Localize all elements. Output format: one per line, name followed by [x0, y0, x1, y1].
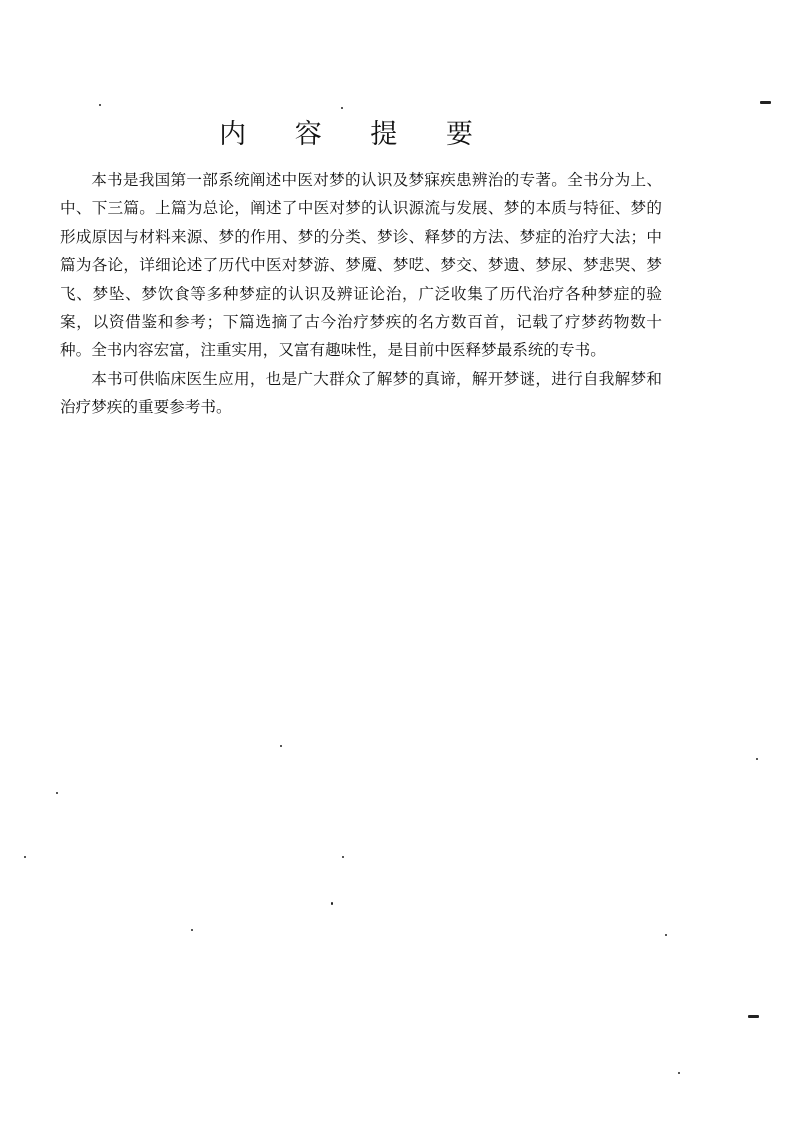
scan-speck: [342, 856, 344, 858]
page-title: 内 容 提 要: [219, 119, 493, 150]
summary-paragraph-1: 本书是我国第一部系统阐述中医对梦的认识及梦寐疾患辨治的专著。全书分为上、中、下三篇。上篇为总论，阐述了中医对梦的认识源流与发展、梦的本质与特征、梦的形成原因与材料来源、梦的作用、梦的分类、梦诊、释梦的方法、梦症的治疗大法；中篇为各论，详细论述了历代中医对梦游、梦魇、梦呓、梦交、梦遗、梦尿、梦悲哭、梦飞、梦坠、梦饮食等多种梦症的认识及辨证论治，广泛收集了历代治疗各种梦症的验案，以资借鉴和参考；下篇选摘了古今治疗梦疾的名方数百首，记载了疗梦药物数十种。全书内容宏富，注重实用，又富有趣味性，是目前中医释梦最系统的专书。: [60, 171, 662, 360]
summary-paragraph-2: 本书可供临床医生应用，也是广大群众了解梦的真谛，解开梦谜，进行自我解梦和治疗梦疾的重要参考书。: [60, 369, 662, 417]
scan-speck: [756, 758, 758, 760]
scan-speck: [341, 107, 343, 109]
scan-speck: [56, 792, 58, 794]
scan-speck: [191, 929, 193, 931]
scan-speck: [99, 104, 101, 106]
scan-speck: [331, 902, 333, 905]
scan-mark: [748, 1015, 759, 1018]
scan-speck: [665, 934, 667, 936]
scan-speck: [280, 745, 282, 747]
scan-speck: [24, 856, 26, 858]
scan-speck: [678, 1072, 680, 1074]
summary-body: [60, 166, 662, 422]
scan-mark: [760, 101, 771, 104]
